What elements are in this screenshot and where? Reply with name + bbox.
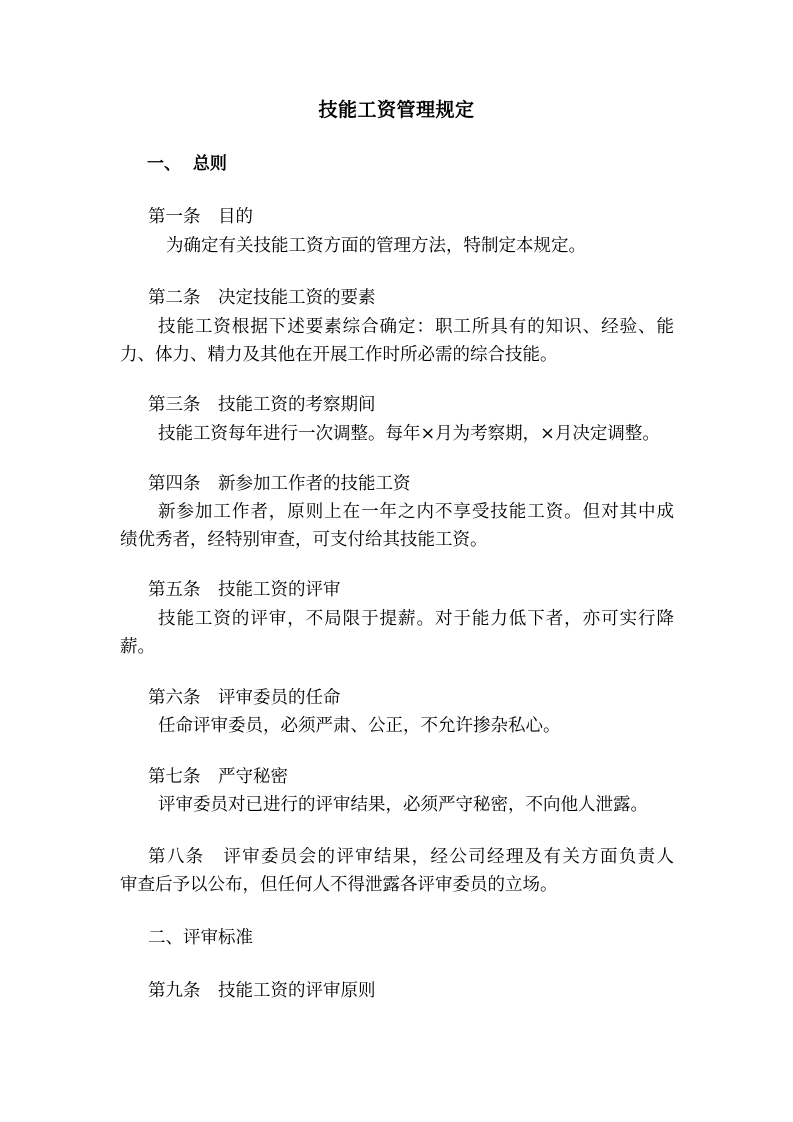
article-6-body: 任命评审委员，必须严肃、公正，不允许掺杂私心。 [158, 716, 561, 736]
article-3-body: 技能工资每年进行一次调整。每年×月为考察期，×月决定调整。 [158, 424, 660, 444]
article-3-heading: 第三条 技能工资的考察期间 [148, 395, 376, 415]
article-4-body-line-2: 绩优秀者，经特别审查，可支付给其技能工资。 [120, 530, 488, 550]
article-5-heading: 第五条 技能工资的评审 [148, 580, 341, 600]
section-heading-criteria: 二、评审标准 [148, 928, 253, 948]
article-7-heading: 第七条 严守秘密 [148, 767, 288, 787]
article-2-body-line-1: 技能工资根据下述要素综合确定：职工所具有的知识、经验、能 [158, 317, 674, 337]
article-1-heading: 第一条 目的 [148, 207, 253, 227]
article-2-body-line-2: 力、体力、精力及其他在开展工作时所必需的综合技能。 [120, 345, 558, 365]
article-7-body: 评审委员对已进行的评审结果，必须严守秘密，不向他人泄露。 [158, 795, 648, 815]
article-5-body-line-1: 技能工资的评审，不局限于提薪。对于能力低下者，亦可实行降 [158, 609, 674, 629]
article-4-body-line-1: 新参加工作者，原则上在一年之内不享受技能工资。但对其中成 [158, 502, 674, 522]
article-8-body: 审查后予以公布，但任何人不得泄露各评审委员的立场。 [120, 875, 558, 895]
article-9-heading: 第九条 技能工资的评审原则 [148, 981, 376, 1001]
article-4-heading: 第四条 新参加工作者的技能工资 [148, 474, 411, 494]
article-5-body-line-2: 薪。 [120, 637, 155, 657]
document-title: 技能工资管理规定 [318, 99, 475, 121]
article-8-heading: 第八条 评审委员会的评审结果，经公司经理及有关方面负责人 [148, 847, 674, 867]
article-2-heading: 第二条 决定技能工资的要素 [148, 288, 376, 308]
article-6-heading: 第六条 评审委员的任命 [148, 688, 341, 708]
section-heading-general: 一、 总则 [147, 154, 227, 174]
article-1-body: 为确定有关技能工资方面的管理方法，特制定本规定。 [166, 236, 586, 256]
